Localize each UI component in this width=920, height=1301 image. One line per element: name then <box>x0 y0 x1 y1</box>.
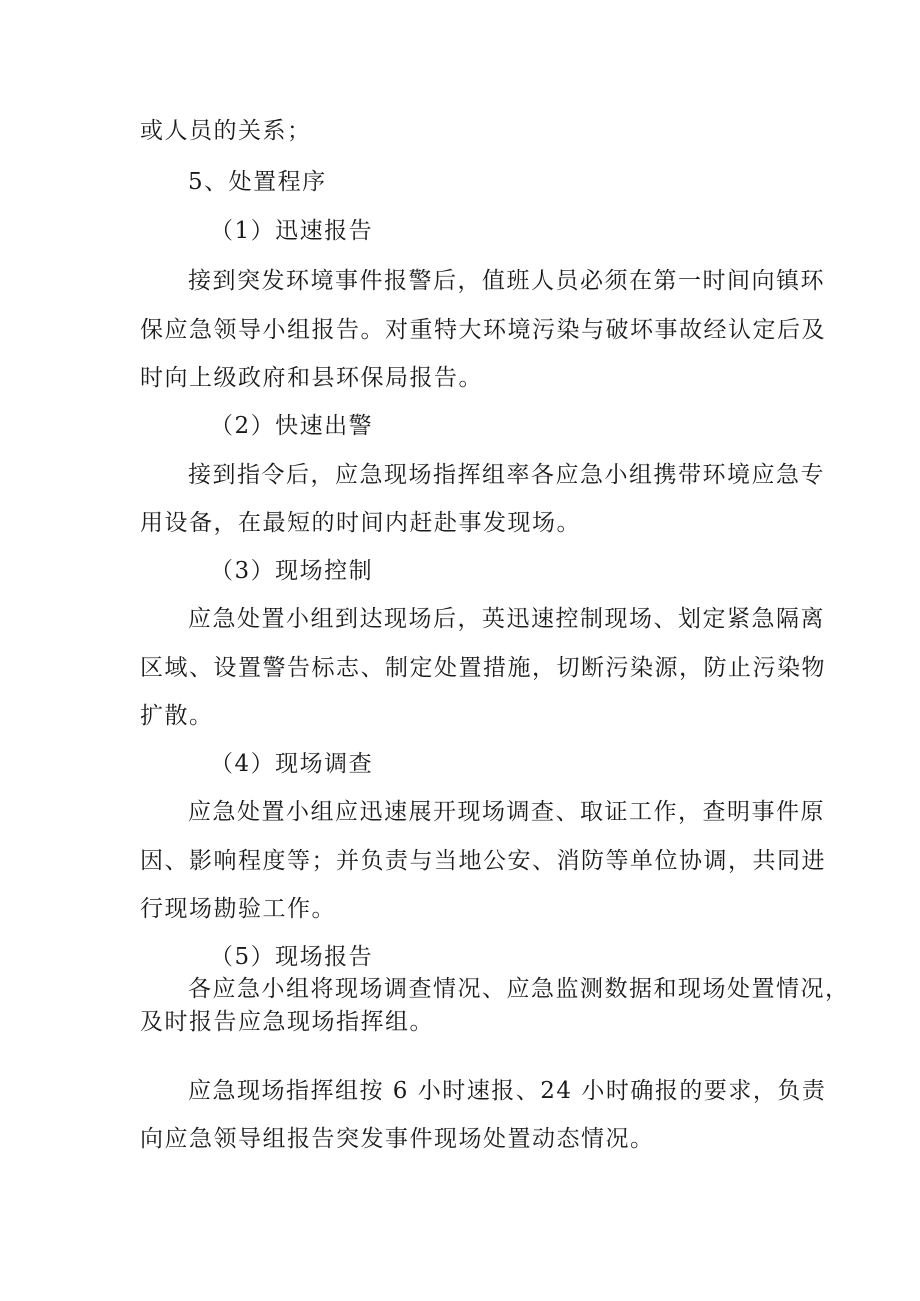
text-line: 应急处置小组应迅速展开现场调查、取证工作，查明事件原 <box>188 799 825 825</box>
text-line: 扩散。 <box>140 703 214 729</box>
text-line: 接到突发环境事件报警后，值班人员必须在第一时间向镇环 <box>188 268 825 294</box>
text-line: 应急处置小组到达现场后，英迅速控制现场、划定紧急隔离 <box>188 606 825 632</box>
text-line: 行现场勘验工作。 <box>140 896 336 922</box>
subsection-heading: （2）快速出警 <box>210 413 374 439</box>
subsection-heading: （3）现场控制 <box>210 558 374 584</box>
text-line: 区域、设置警告标志、制定处置措施，切断污染源，防止污染物 <box>140 655 826 681</box>
text-line: 接到指令后，应急现场指挥组率各应急小组携带环境应急专 <box>188 462 825 488</box>
section-heading: 5、处置程序 <box>188 169 327 195</box>
subsection-heading: （4）现场调查 <box>210 751 374 777</box>
text-line: 时向上级政府和县环保局报告。 <box>140 365 483 391</box>
text-line: 用设备，在最短的时间内赶赴事发现场。 <box>140 510 581 536</box>
subsection-heading: （5）现场报告 <box>210 944 374 970</box>
text-line: 因、影响程度等；并负责与当地公安、消防等单位协调，共同进 <box>140 848 826 874</box>
text-line: 及时报告应急现场指挥组。 <box>140 1009 434 1035</box>
text-line: 或人员的关系； <box>140 118 312 144</box>
text-line: 向应急领导组报告突发事件现场处置动态情况。 <box>140 1126 655 1152</box>
text-line: 各应急小组将现场调查情况、应急监测数据和现场处置情况， <box>188 976 850 1002</box>
text-line: 应急现场指挥组按 6 小时速报、24 小时确报的要求，负责 <box>188 1078 827 1104</box>
subsection-heading: （1）迅速报告 <box>210 218 374 244</box>
text-line: 保应急领导小组报告。对重特大环境污染与破坏事故经认定后及 <box>140 317 826 343</box>
